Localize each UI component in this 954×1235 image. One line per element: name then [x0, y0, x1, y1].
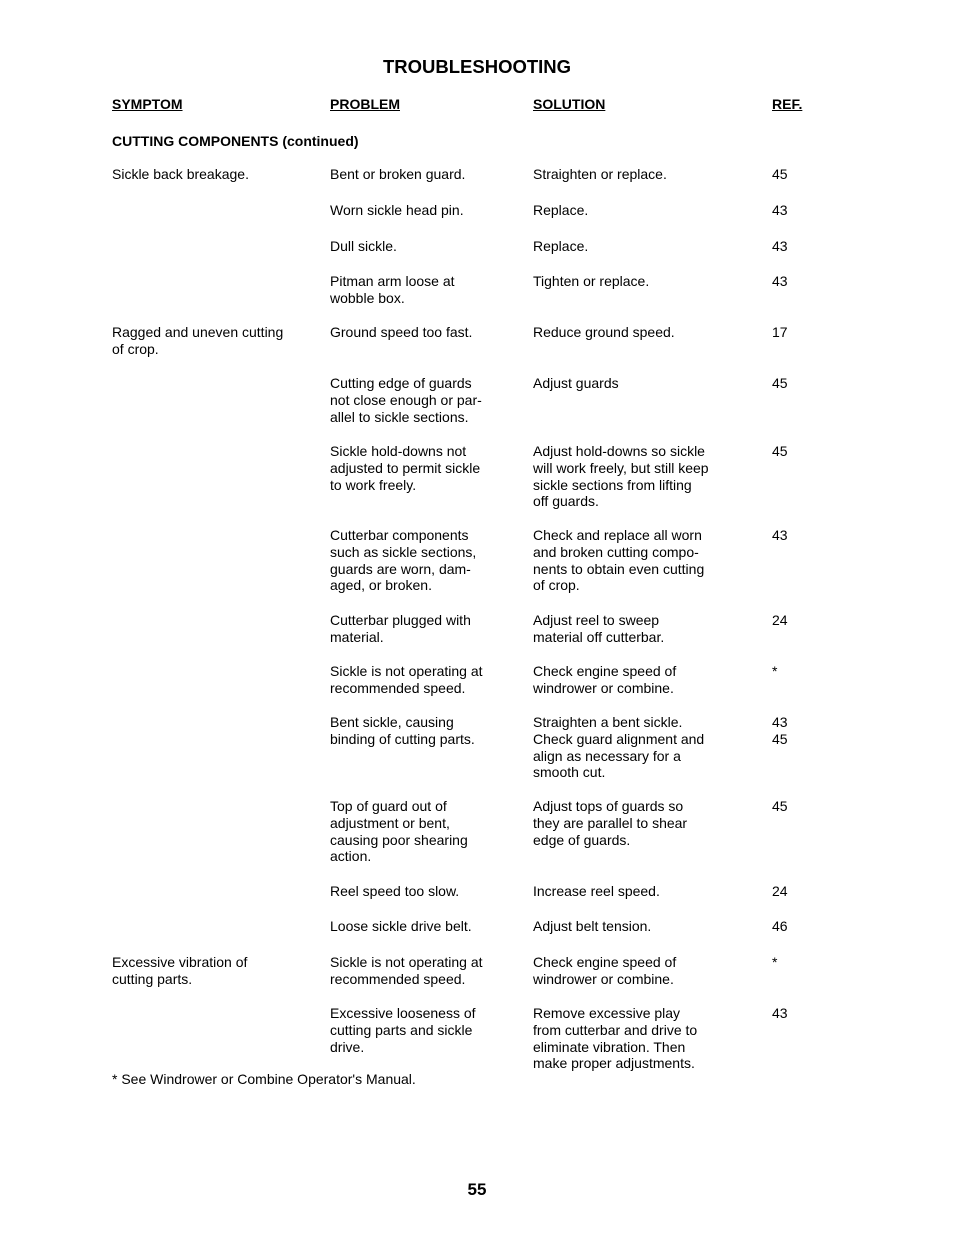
ref-cell: 24	[772, 883, 788, 899]
problem-cell: Bent or broken guard.	[330, 166, 466, 182]
section-title: CUTTING COMPONENTS (continued)	[112, 133, 359, 149]
ref-cell: 43 45	[772, 714, 788, 747]
solution-cell: Remove excessive play from cutterbar and drive to eliminate vibration. Then make proper adjustments.	[533, 1005, 698, 1072]
problem-cell: Excessive looseness of cutting parts and sickle drive.	[330, 1005, 476, 1055]
page-title: TROUBLESHOOTING	[382, 56, 572, 77]
ref-cell: 17	[772, 324, 788, 340]
ref-cell: 43	[772, 1005, 788, 1021]
solution-cell: Adjust belt tension.	[533, 918, 652, 934]
ref-cell: 45	[772, 166, 788, 182]
symptom-cell: Excessive vibration of cutting parts.	[112, 954, 248, 987]
symptom-cell: Ragged and uneven cutting of crop.	[112, 324, 284, 357]
solution-cell: Check and replace all worn and broken cutting compo- nents to obtain even cutting of crop.	[533, 527, 705, 594]
solution-cell: Straighten or replace.	[533, 166, 667, 182]
problem-cell: Reel speed too slow.	[330, 883, 460, 899]
ref-cell: *	[772, 954, 778, 970]
header-solution: SOLUTION	[533, 96, 606, 112]
ref-cell: 45	[772, 375, 788, 391]
ref-cell: 46	[772, 918, 788, 934]
header-problem: PROBLEM	[330, 96, 400, 112]
ref-cell: *	[772, 663, 778, 679]
ref-cell: 45	[772, 798, 788, 814]
solution-cell: Increase reel speed.	[533, 883, 660, 899]
problem-cell: Pitman arm loose at wobble box.	[330, 273, 455, 306]
solution-cell: Tighten or replace.	[533, 273, 650, 289]
problem-cell: Cutterbar plugged with material.	[330, 612, 471, 645]
ref-cell: 45	[772, 443, 788, 459]
problem-cell: Ground speed too fast.	[330, 324, 473, 340]
problem-cell: Top of guard out of adjustment or bent, causing poor shearing action.	[330, 798, 468, 865]
solution-cell: Replace.	[533, 202, 589, 218]
problem-cell: Bent sickle, causing binding of cutting parts.	[330, 714, 475, 747]
ref-cell: 43	[772, 202, 788, 218]
page-number: 55	[467, 1180, 487, 1199]
header-symptom: SYMPTOM	[112, 96, 183, 112]
problem-cell: Cutterbar components such as sickle sections, guards are worn, dam- aged, or broken.	[330, 527, 477, 594]
solution-cell: Adjust reel to sweep material off cutterbar.	[533, 612, 665, 645]
ref-cell: 24	[772, 612, 788, 628]
solution-cell: Check engine speed of windrower or combine.	[533, 954, 677, 987]
problem-cell: Loose sickle drive belt.	[330, 918, 472, 934]
problem-cell: Worn sickle head pin.	[330, 202, 464, 218]
problem-cell: Sickle hold-downs not adjusted to permit sickle to work freely.	[330, 443, 481, 493]
solution-cell: Adjust guards	[533, 375, 619, 391]
solution-cell: Adjust hold-downs so sickle will work freely, but still keep sickle sections from lifting off guards.	[533, 443, 709, 510]
symptom-cell: Sickle back breakage.	[112, 166, 249, 182]
ref-cell: 43	[772, 238, 788, 254]
ref-cell: 43	[772, 273, 788, 289]
problem-cell: Sickle is not operating at recommended speed.	[330, 954, 483, 987]
solution-cell: Adjust tops of guards so they are parallel to shear edge of guards.	[533, 798, 688, 848]
solution-cell: Replace.	[533, 238, 589, 254]
header-ref: REF.	[772, 96, 803, 112]
problem-cell: Cutting edge of guards not close enough or par- allel to sickle sections.	[330, 375, 482, 425]
solution-cell: Check engine speed of windrower or combine.	[533, 663, 677, 696]
solution-cell: Straighten a bent sickle. Check guard alignment and align as necessary for a smooth cut.	[533, 714, 705, 781]
problem-cell: Dull sickle.	[330, 238, 397, 254]
solution-cell: Reduce ground speed.	[533, 324, 675, 340]
footnote: * See Windrower or Combine Operator's Manual.	[112, 1071, 416, 1087]
ref-cell: 43	[772, 527, 788, 543]
problem-cell: Sickle is not operating at recommended speed.	[330, 663, 483, 696]
